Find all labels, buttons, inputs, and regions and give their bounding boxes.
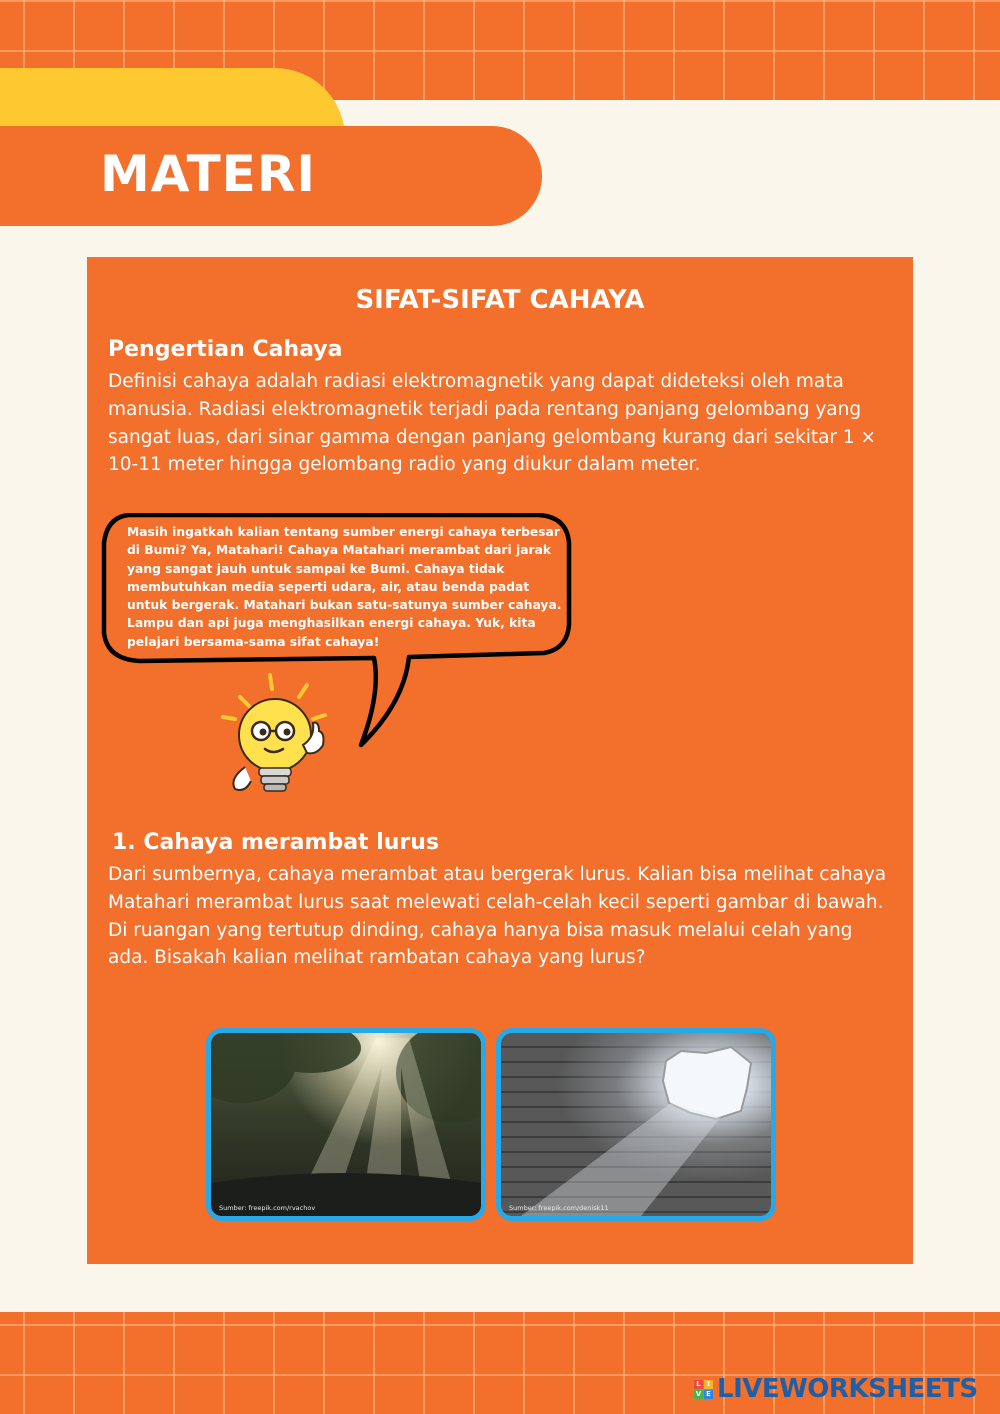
speech-bubble-text: Masih ingatkah kalian tentang sumber energi cahaya terbesar di Bumi? Ya, Matahari! Cahaya Matahari merambat dari jarak yang sangat jauh untuk sampai ke Bumi. Cahaya tidak membutuhkan media seperti udara, air, atau benda padat untuk bergerak. Matahari bukan satu-satunya sumber cahaya. Lampu dan api juga menghasilkan energi cahaya. Yuk, kita pelajari bersama-sama sifat cahaya! [127,525,562,649]
brand-logo [694,1374,978,1404]
liveworksheets-icon: L I V E [694,1380,713,1399]
forest-photo-caption: Sumber: freepik.com/rvachov [219,1204,316,1212]
definition-paragraph: Definisi cahaya adalah radiasi elektromagnetik yang dapat dideteksi oleh mata manusia. Radiasi elektromagnetik terjadi pada rentang panjang gelombang yang sangat luas, dari sinar gamma dengan panjang gelombang kurang dari sekitar 1 × 10-11 meter hingga gelombang radio yang diukur dalam meter. [108,371,877,476]
definition-heading: Pengertian Cahaya [108,337,343,362]
lightbulb-mascot-icon [215,667,355,807]
page-title: MATERI [100,145,316,203]
forest-sunbeam-photo [206,1028,486,1221]
brand-name: LIVEWORKSHEETS [717,1374,978,1404]
property-1-heading: 1. Cahaya merambat lurus [112,830,440,855]
content-panel [87,257,913,1264]
wall-photo-caption: Sumber: freepik.com/denisk11 [509,1204,609,1212]
section-title: SIFAT-SIFAT CAHAYA [355,285,645,315]
property-1-paragraph: Dari sumbernya, cahaya merambat atau bergerak lurus. Kalian bisa melihat cahaya Matahari merambat lurus saat melewati celah-celah kecil seperti gambar di bawah. Di ruangan yang tertutup dinding, cahaya hanya bisa masuk melalui celah yang ada. Bisakah kalian melihat rambatan cahaya yang lurus? [108,864,887,969]
brick-wall-light-photo [496,1028,776,1221]
